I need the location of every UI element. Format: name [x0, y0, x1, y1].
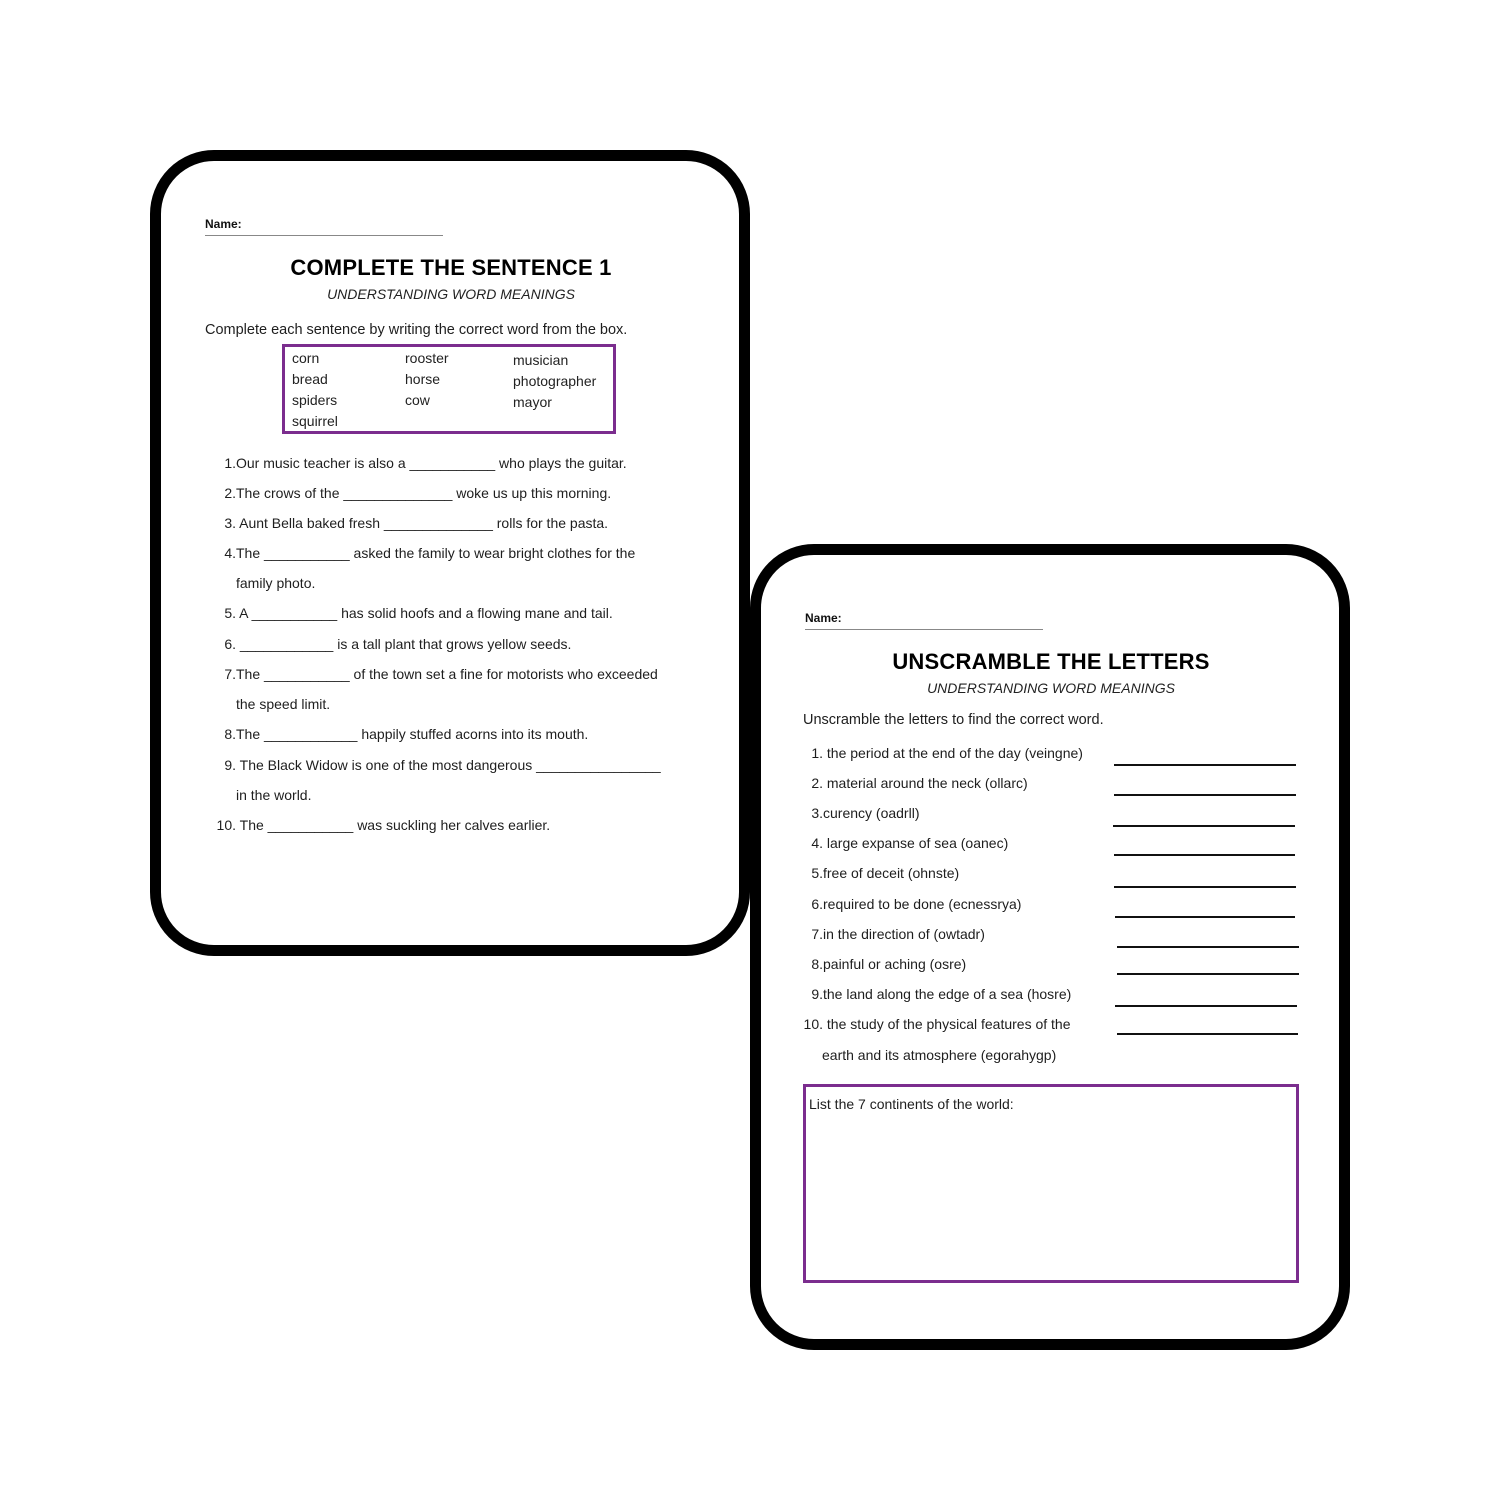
answer-line	[1115, 1005, 1297, 1007]
item-number: 8.	[811, 956, 823, 972]
question-text: The ___________ was suckling her calves earlier.	[236, 817, 551, 833]
word-box-item: cow	[405, 392, 430, 408]
answer-line	[1114, 764, 1296, 766]
question-item	[216, 455, 627, 471]
unscramble-item	[803, 835, 1008, 851]
question-text: A ___________ has solid hoofs and a flowing mane and tail.	[236, 605, 613, 621]
question-text: The Black Widow is one of the most dangerous ________________	[236, 757, 661, 773]
question-text: ____________ is a tall plant that grows yellow seeds.	[236, 636, 572, 652]
unscramble-item	[803, 775, 1028, 791]
word-box-item: musician	[513, 352, 569, 368]
question-item	[216, 817, 550, 833]
unscramble-item	[803, 745, 1083, 761]
item-number: 6.	[811, 896, 823, 912]
question-number: 7.	[224, 666, 236, 682]
question-number: 6.	[224, 636, 236, 652]
unscramble-item	[803, 926, 985, 942]
question-text: The ___________ asked the family to wear bright clothes for the	[236, 545, 636, 561]
answer-line	[1113, 825, 1295, 827]
question-number: 10.	[216, 817, 236, 833]
word-box-item: spiders	[292, 392, 338, 408]
name-field-line	[805, 629, 1043, 630]
worksheet-title: UNSCRAMBLE THE LETTERS	[892, 649, 1210, 674]
item-text: the study of the physical features of the	[823, 1016, 1071, 1032]
unscramble-item	[803, 805, 919, 821]
question-text: The ____________ happily stuffed acorns into its mouth.	[236, 726, 589, 742]
item-number: 7.	[811, 926, 823, 942]
question-continuation: in the world.	[236, 787, 312, 803]
question-item	[216, 485, 611, 501]
name-field-line	[205, 235, 443, 236]
item-text: the period at the end of the day (veingne)	[823, 745, 1083, 761]
unscramble-item	[803, 896, 1021, 912]
item-number: 4.	[811, 835, 823, 851]
item-number: 2.	[811, 775, 823, 791]
worksheet-complete-the-sentence	[150, 150, 750, 956]
unscramble-item	[803, 956, 966, 972]
question-item	[216, 545, 635, 561]
word-box	[282, 344, 616, 434]
question-number: 3.	[224, 515, 236, 531]
answer-line	[1114, 886, 1296, 888]
answer-line	[1114, 854, 1295, 856]
item-number: 3.	[811, 805, 823, 821]
item-text: curency (oadrll)	[823, 805, 920, 821]
item-text: painful or aching (osre)	[823, 956, 967, 972]
worksheet-subtitle: UNDERSTANDING WORD MEANINGS	[927, 680, 1175, 696]
unscramble-item	[803, 1016, 1070, 1032]
item-text: material around the neck (ollarc)	[823, 775, 1028, 791]
instruction-text: Complete each sentence by writing the correct word from the box.	[205, 322, 628, 338]
question-text: Our music teacher is also a ___________ who plays the guitar.	[236, 455, 627, 471]
word-box-item: mayor	[513, 394, 552, 410]
question-item	[216, 666, 658, 682]
answer-line	[1115, 916, 1295, 918]
unscramble-item	[803, 986, 1071, 1002]
word-box-item: rooster	[405, 350, 449, 366]
question-item	[216, 515, 608, 531]
question-item	[216, 605, 613, 621]
worksheet-title: COMPLETE THE SENTENCE 1	[290, 255, 612, 280]
question-number: 1.	[224, 455, 236, 471]
question-text: The ___________ of the town set a fine for motorists who exceeded	[236, 666, 658, 682]
question-number: 2.	[224, 485, 236, 501]
instruction-text: Unscramble the letters to find the correct word.	[803, 712, 1104, 728]
item-text: required to be done (ecnessrya)	[823, 896, 1022, 912]
item-number: 10.	[803, 1016, 823, 1032]
word-box-item: squirrel	[292, 413, 338, 429]
continents-answer-box[interactable]	[803, 1084, 1299, 1283]
question-text: Aunt Bella baked fresh ______________ rolls for the pasta.	[236, 515, 609, 531]
question-item	[216, 726, 588, 742]
item-text: large expanse of sea (oanec)	[823, 835, 1009, 851]
question-number: 9.	[224, 757, 236, 773]
answer-line	[1117, 973, 1299, 975]
answer-line	[1114, 794, 1296, 796]
item-continuation: earth and its atmosphere (egorahygp)	[822, 1047, 1057, 1063]
question-item	[216, 636, 571, 652]
item-text: the land along the edge of a sea (hosre)	[823, 986, 1072, 1002]
answer-line	[1117, 946, 1299, 948]
item-text: in the direction of (owtadr)	[823, 926, 985, 942]
answer-line	[1117, 1033, 1298, 1035]
unscramble-item	[803, 865, 959, 881]
continents-prompt: List the 7 continents of the world:	[809, 1096, 1014, 1112]
item-number: 1.	[811, 745, 823, 761]
question-continuation: family photo.	[236, 575, 316, 591]
question-text: The crows of the ______________ woke us up this morning.	[236, 485, 612, 501]
worksheet-subtitle: UNDERSTANDING WORD MEANINGS	[327, 286, 575, 302]
name-label: Name:	[805, 611, 842, 625]
word-box-item: horse	[405, 371, 441, 387]
word-box-item: photographer	[513, 373, 597, 389]
name-label: Name:	[205, 217, 242, 231]
item-number: 9.	[811, 986, 823, 1002]
item-number: 5.	[811, 865, 823, 881]
question-number: 5.	[224, 605, 236, 621]
question-number: 8.	[224, 726, 236, 742]
question-continuation: the speed limit.	[236, 696, 331, 712]
word-box-item: bread	[292, 371, 328, 387]
word-box-item: corn	[292, 350, 320, 366]
question-item	[216, 757, 661, 773]
item-text: free of deceit (ohnste)	[823, 865, 960, 881]
worksheet-unscramble-the-letters	[750, 544, 1350, 1350]
question-number: 4.	[224, 545, 236, 561]
